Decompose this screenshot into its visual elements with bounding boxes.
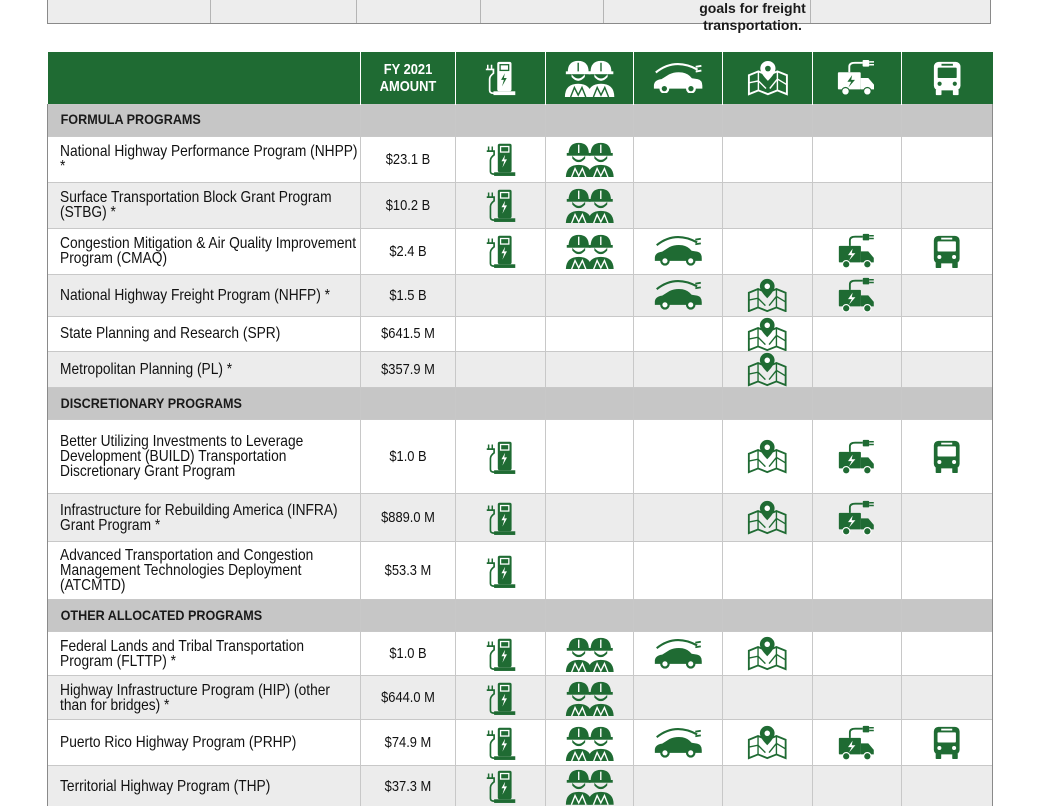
bus-icon [902, 60, 993, 96]
program-amount: $37.3 M [384, 777, 432, 795]
icon-cell [813, 676, 902, 720]
amount-header: FY 2021 AMOUNT [361, 52, 456, 104]
ev-charging-station-icon [484, 777, 517, 794]
map-pin-icon [747, 286, 787, 303]
program-name-cell [48, 274, 361, 316]
funding-programs-table [47, 52, 993, 806]
icon-cell [634, 316, 723, 352]
program-amount: $1.0 B [389, 448, 427, 466]
program-row [48, 420, 993, 494]
program-name: Territorial Highway Program (THP) [60, 777, 271, 795]
program-name: Better Utilizing Investments to Leverage Development (BUILD) Transportation Discretionary Grant Program [60, 433, 304, 481]
table-header-row [48, 52, 993, 104]
program-row [48, 766, 993, 806]
electric-truck-header [813, 52, 902, 104]
workers-icon [564, 196, 616, 213]
bus-icon [932, 448, 961, 465]
program-name: Advanced Transportation and Congestion Management Technologies Deployment (ATCMTD) [60, 547, 314, 595]
section-empty-cell [723, 104, 813, 136]
program-amount-cell [361, 274, 456, 316]
section-label-cell [48, 600, 361, 632]
icon-cell [546, 676, 634, 720]
ev-charging-station-icon [484, 150, 517, 167]
map-pin-header [723, 52, 813, 104]
program-amount-cell [361, 494, 456, 542]
program-name-cell [48, 632, 361, 676]
icon-cell [456, 274, 546, 316]
icon-cell [634, 632, 723, 676]
program-name-cell [48, 542, 361, 600]
section-empty-cell [361, 600, 456, 632]
section-label: DISCRETIONARY PROGRAMS [60, 394, 242, 411]
workers-icon [546, 59, 633, 97]
icon-cell [813, 316, 902, 352]
icon-cell [723, 632, 813, 676]
map-pin-icon [747, 734, 787, 751]
icon-cell [723, 136, 813, 182]
bus-icon [932, 242, 961, 259]
section-row [48, 600, 993, 632]
bus-header [902, 52, 993, 104]
icon-cell [456, 182, 546, 228]
workers-icon [564, 734, 616, 751]
program-name-cell [48, 136, 361, 182]
section-empty-cell [813, 388, 902, 420]
icon-cell [456, 632, 546, 676]
icon-cell [813, 228, 902, 274]
program-name-cell [48, 420, 361, 494]
section-empty-cell [361, 388, 456, 420]
ev-charging-station-icon [456, 59, 545, 97]
program-amount: $2.4 B [389, 242, 427, 260]
program-name: Highway Infrastructure Program (HIP) (other than for bridges) * [60, 681, 330, 714]
program-amount-cell [361, 542, 456, 600]
program-row [48, 316, 993, 352]
icon-cell [813, 274, 902, 316]
icon-cell [902, 420, 993, 494]
icon-cell [723, 352, 813, 388]
icon-cell [723, 494, 813, 542]
map-pin-icon [747, 448, 787, 465]
icon-cell [902, 720, 993, 766]
electric-car-icon [653, 734, 703, 751]
icon-cell [902, 352, 993, 388]
icon-cell [813, 494, 902, 542]
icon-cell [634, 182, 723, 228]
icon-cell [813, 352, 902, 388]
icon-cell [456, 766, 546, 806]
workers-icon [564, 689, 616, 706]
icon-cell [456, 720, 546, 766]
icon-cell [634, 274, 723, 316]
program-amount: $10.2 B [385, 196, 431, 214]
icon-cell [634, 542, 723, 600]
section-row [48, 388, 993, 420]
icon-cell [634, 720, 723, 766]
icon-cell [456, 228, 546, 274]
electric-truck-icon [837, 509, 877, 526]
program-amount: $357.9 M [381, 361, 435, 379]
program-amount: $53.3 M [384, 562, 432, 580]
program-name: State Planning and Research (SPR) [60, 325, 281, 343]
electric-car-icon [653, 645, 703, 662]
icon-cell [902, 766, 993, 806]
fragment-caption: goals for freight transportation. [699, 0, 806, 33]
icon-cell [456, 676, 546, 720]
icon-cell [456, 542, 546, 600]
electric-car-icon [653, 242, 703, 259]
electric-truck-icon [837, 286, 877, 303]
icon-cell [546, 352, 634, 388]
icon-cell [546, 720, 634, 766]
icon-cell [813, 632, 902, 676]
icon-cell [813, 542, 902, 600]
program-name-cell [48, 494, 361, 542]
icon-cell [634, 136, 723, 182]
program-amount-cell [361, 316, 456, 352]
ev-charging-station-icon [484, 562, 517, 579]
icon-cell [723, 542, 813, 600]
program-row [48, 494, 993, 542]
program-name-cell [48, 676, 361, 720]
icon-cell [723, 182, 813, 228]
program-row [48, 228, 993, 274]
icon-cell [813, 766, 902, 806]
section-label: OTHER ALLOCATED PROGRAMS [60, 606, 263, 623]
ev-charging-station-icon [484, 448, 517, 465]
program-name-cell [48, 352, 361, 388]
section-empty-cell [546, 388, 634, 420]
map-pin-icon [747, 325, 787, 342]
icon-cell [634, 766, 723, 806]
icon-cell [634, 676, 723, 720]
workers-icon [564, 150, 616, 167]
map-pin-icon [747, 645, 787, 662]
icon-cell [723, 316, 813, 352]
program-name: National Highway Performance Program (NHPP) * [60, 143, 358, 175]
icon-cell [546, 632, 634, 676]
program-amount: $1.5 B [389, 286, 427, 304]
icon-cell [456, 316, 546, 352]
icon-cell [902, 316, 993, 352]
icon-cell [634, 228, 723, 274]
previous-table-fragment [47, 0, 991, 33]
icon-cell [813, 136, 902, 182]
icon-cell [813, 420, 902, 494]
program-name: Metropolitan Planning (PL) * [60, 361, 233, 379]
program-amount-cell [361, 420, 456, 494]
workers-icon [564, 777, 616, 794]
icon-cell [723, 228, 813, 274]
icon-cell [723, 274, 813, 316]
program-name: Puerto Rico Highway Program (PRHP) [60, 734, 297, 752]
icon-cell [634, 352, 723, 388]
electric-car-icon [634, 63, 722, 93]
program-amount: $644.0 M [381, 689, 435, 707]
section-empty-cell [456, 104, 546, 136]
program-row [48, 182, 993, 228]
program-row [48, 274, 993, 316]
electric-car-header [634, 52, 723, 104]
ev-charging-station-header [456, 52, 546, 104]
icon-cell [456, 494, 546, 542]
icon-cell [902, 494, 993, 542]
program-amount: $641.5 M [381, 325, 435, 343]
icon-cell [813, 720, 902, 766]
section-empty-cell [546, 600, 634, 632]
map-pin-icon [747, 361, 787, 378]
program-row [48, 676, 993, 720]
program-name: Federal Lands and Tribal Transportation Program (FLTTP) * [60, 637, 305, 670]
section-empty-cell [634, 600, 723, 632]
program-row [48, 136, 993, 182]
ev-charging-station-icon [484, 645, 517, 662]
program-row [48, 720, 993, 766]
electric-truck-icon [837, 734, 877, 751]
icon-cell [546, 542, 634, 600]
program-row [48, 352, 993, 388]
ev-charging-station-icon [484, 689, 517, 706]
section-empty-cell [456, 600, 546, 632]
icon-cell [546, 316, 634, 352]
section-empty-cell [546, 104, 634, 136]
program-name-cell [48, 228, 361, 274]
section-label-cell [48, 104, 361, 136]
icon-cell [456, 420, 546, 494]
program-name-header [48, 52, 361, 104]
ev-charging-station-icon [484, 196, 517, 213]
ev-charging-station-icon [484, 242, 517, 259]
icon-cell [723, 720, 813, 766]
program-amount-cell [361, 352, 456, 388]
program-amount: $889.0 M [381, 509, 435, 527]
section-empty-cell [634, 104, 723, 136]
program-amount-cell [361, 720, 456, 766]
icon-cell [902, 274, 993, 316]
icon-cell [546, 136, 634, 182]
electric-car-icon [653, 286, 703, 303]
section-empty-cell [634, 388, 723, 420]
icon-cell [813, 182, 902, 228]
section-empty-cell [456, 388, 546, 420]
ev-charging-station-icon [484, 509, 517, 526]
program-row [48, 542, 993, 600]
program-name-cell [48, 720, 361, 766]
icon-cell [546, 274, 634, 316]
program-name-cell [48, 182, 361, 228]
icon-cell [902, 632, 993, 676]
program-name: Congestion Mitigation & Air Quality Improvement Program (CMAQ) [60, 235, 357, 267]
program-name: National Highway Freight Program (NHFP) * [60, 286, 330, 304]
section-empty-cell [902, 104, 993, 136]
icon-cell [456, 136, 546, 182]
workers-icon [564, 242, 616, 259]
icon-cell [902, 228, 993, 274]
map-pin-icon [747, 509, 787, 526]
program-amount-cell [361, 632, 456, 676]
program-amount: $1.0 B [389, 645, 427, 663]
program-amount-cell [361, 676, 456, 720]
icon-cell [902, 676, 993, 720]
section-empty-cell [361, 104, 456, 136]
electric-truck-icon [837, 448, 877, 465]
workers-icon [564, 645, 616, 662]
icon-cell [902, 542, 993, 600]
icon-cell [546, 494, 634, 542]
program-amount-cell [361, 766, 456, 806]
icon-cell [546, 766, 634, 806]
icon-cell [634, 420, 723, 494]
program-amount-cell [361, 228, 456, 274]
section-row [48, 104, 993, 136]
program-name-cell [48, 316, 361, 352]
section-empty-cell [813, 600, 902, 632]
icon-cell [723, 420, 813, 494]
program-name-cell [48, 766, 361, 806]
section-label-cell [48, 388, 361, 420]
section-empty-cell [902, 600, 993, 632]
ev-charging-station-icon [484, 734, 517, 751]
electric-truck-icon [813, 59, 901, 97]
workers-header [546, 52, 634, 104]
icon-cell [546, 228, 634, 274]
bus-icon [932, 734, 961, 751]
program-amount: $23.1 B [385, 150, 431, 168]
program-row [48, 632, 993, 676]
icon-cell [723, 766, 813, 806]
section-empty-cell [723, 388, 813, 420]
program-name: Surface Transportation Block Grant Program (STBG) * [60, 189, 332, 221]
section-empty-cell [813, 104, 902, 136]
icon-cell [902, 182, 993, 228]
program-amount-cell [361, 136, 456, 182]
program-amount: $74.9 M [384, 734, 432, 752]
program-name: Infrastructure for Rebuilding America (INFRA) Grant Program * [60, 501, 338, 534]
section-empty-cell [902, 388, 993, 420]
icon-cell [902, 136, 993, 182]
icon-cell [456, 352, 546, 388]
section-empty-cell [723, 600, 813, 632]
program-amount-cell [361, 182, 456, 228]
icon-cell [546, 420, 634, 494]
map-pin-icon [723, 60, 812, 96]
electric-truck-icon [837, 242, 877, 259]
icon-cell [634, 494, 723, 542]
icon-cell [723, 676, 813, 720]
icon-cell [546, 182, 634, 228]
section-label: FORMULA PROGRAMS [60, 111, 201, 127]
